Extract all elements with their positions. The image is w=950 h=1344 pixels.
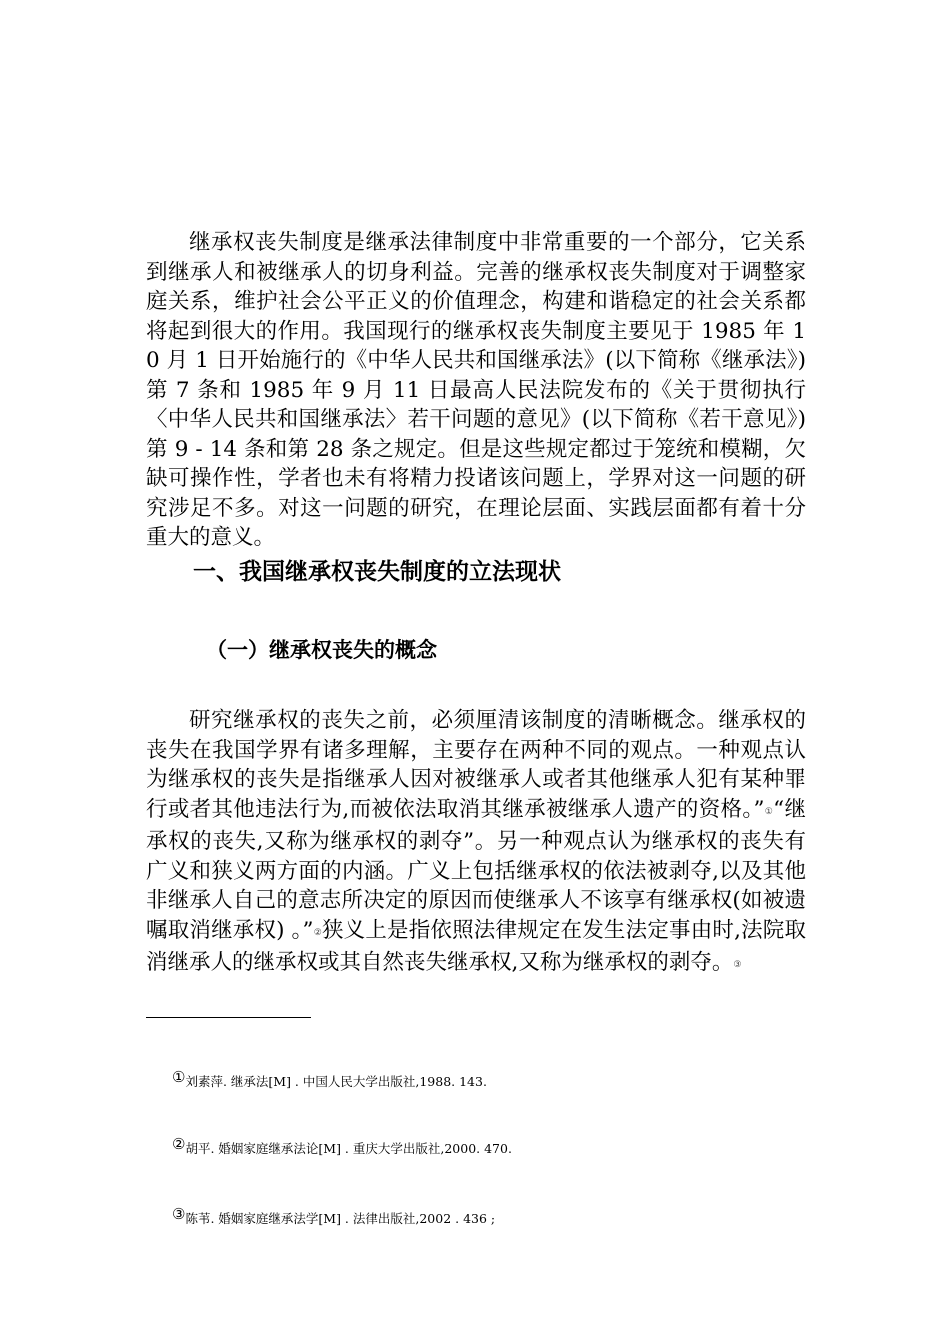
footnote-text: 陈苇. 婚姻家庭继承法学[M] . 法律出版社,2002 . 436 ; bbox=[185, 1211, 496, 1226]
footnote-2 bbox=[172, 1135, 512, 1158]
section-heading: 一、我国继承权丧失制度的立法现状 bbox=[193, 559, 561, 585]
footnote-3 bbox=[172, 1205, 495, 1228]
footnote-1 bbox=[172, 1068, 487, 1091]
footnote-text: 胡平. 婚姻家庭继承法论[M] . 重庆大学出版社,2000. 470. bbox=[185, 1141, 512, 1156]
footnote-mark: ② bbox=[172, 1135, 186, 1153]
footnote-ref-2: ② bbox=[313, 927, 322, 938]
intro-paragraph: 继承权丧失制度是继承法律制度中非常重要的一个部分，它关系到继承人和被继承人的切身利益。完善的继承权丧失制度对于调整家庭关系，维护社会公平正义的价值理念，构建和谐稳定的社会关系都将起到很大的作用。我国现行的继承权丧失制度主要见于 1985 年 10 月 1 日开始施行的《中华人民共和国继承法》(以下简称《继承法》) 第 7 条和 1985 年 9 月 11 日最高人民法院发布的《关于贯彻执行〈中华人民共和国继承法〉若干问题的意见》(以下简称《若干意见》) 第 9 - 14 条和第 28 条之规定。但是这些规定都过于笼统和模糊，欠缺可操作性，学者也未有将精力投诸该问题上，学界对这一问题的研究涉足不多。对这一问题的研究，在理论层面、实践层面都有着十分重大的意义。 bbox=[146, 230, 806, 550]
subsection-heading: （一）继承权丧失的概念 bbox=[206, 638, 437, 662]
concept-text-part1: 研究继承权的丧失之前，必须厘清该制度的清晰概念。继承权的丧失在我国学界有诸多理解，主要存在两种不同的观点。一种观点认为继承权的丧失是指继承人因对被继承人或者其他继承人犯有某种罪行或者其他违法行为,而被依法取消其继承被继承人遗产的资格。” bbox=[146, 708, 806, 822]
concept-text-part2: “继承权的丧失,又称为继承权的剥夺”。另一种观点认为继承权的丧失有广义和狭义两方面的内涵。广义上包括继承权的依法被剥夺,以及其他非继承人自己的意志所决定的原因而使继承人不该享有继承权(如被遗嘱取消继承权) 。” bbox=[146, 796, 806, 943]
footnote-ref-3: ③ bbox=[733, 960, 742, 970]
footnote-ref-1: ① bbox=[764, 806, 774, 817]
concept-text-part3: 狭义上是指依照法律规定在发生法定事由时,法院取消继承人的继承权或其自然丧失继承权,又称为继承权的剥夺。 bbox=[146, 917, 806, 975]
footnote-mark: ① bbox=[172, 1068, 186, 1086]
footnote-mark: ③ bbox=[172, 1205, 186, 1223]
footnote-separator bbox=[146, 1017, 311, 1018]
concept-paragraph bbox=[146, 706, 806, 981]
footnote-text: 刘素萍. 继承法[M] . 中国人民大学出版社,1988. 143. bbox=[185, 1074, 487, 1089]
